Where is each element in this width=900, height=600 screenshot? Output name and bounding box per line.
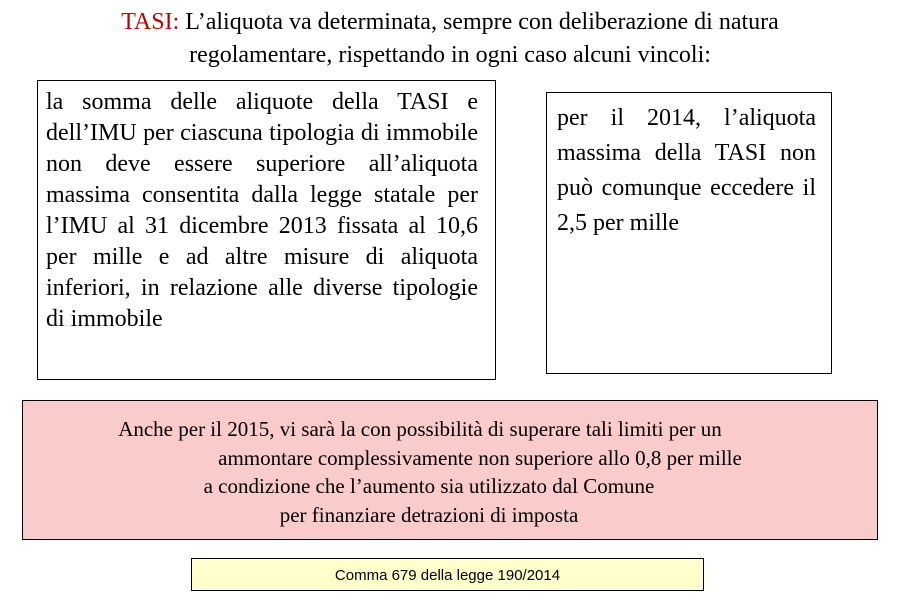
note-2015-line-3: a condizione che l’aumento sia utilizzato dal Comune [203, 474, 655, 498]
title-line-1 [0, 6, 900, 39]
title-line-2: regolamentare, rispettando in ogni caso alcuni vincoli: [189, 42, 711, 68]
constraint-2014-text: per il 2014, l’aliquota massima della TASI non può comunque eccedere il 2,5 per mille [557, 105, 816, 236]
note-2015-line-1: Anche per il 2015, vi sarà la con possibilità di superare tali limiti per un [118, 417, 722, 441]
title-text-1: L’aliquota va determinata, sempre con deliberazione di natura [185, 9, 779, 35]
title-label: TASI: [121, 9, 180, 35]
slide-title [0, 6, 900, 72]
constraint-box-2014 [546, 92, 832, 374]
note-2015-line-2: ammontare complessivamente non superiore allo 0,8 per mille [218, 445, 742, 470]
note-2015-box [22, 400, 878, 540]
note-2015-line-4: per finanziare detrazioni di imposta [279, 502, 579, 527]
law-reference-text: Comma 679 della legge 190/2014 [334, 567, 561, 584]
constraint-box-sum [37, 80, 496, 380]
law-reference-box [191, 558, 704, 591]
constraint-sum-text: la somma delle aliquote della TASI e dell’IMU per ciascuna tipologia di immobile non deve essere superiore all’aliquota massima consentita dalla legge statale per l’IMU al 31 dicembre 2013 fissata al 10,6 per mille e ad altre misure di aliquota inferiori, in relazione alle diverse tipologie di immobile [46, 89, 478, 332]
